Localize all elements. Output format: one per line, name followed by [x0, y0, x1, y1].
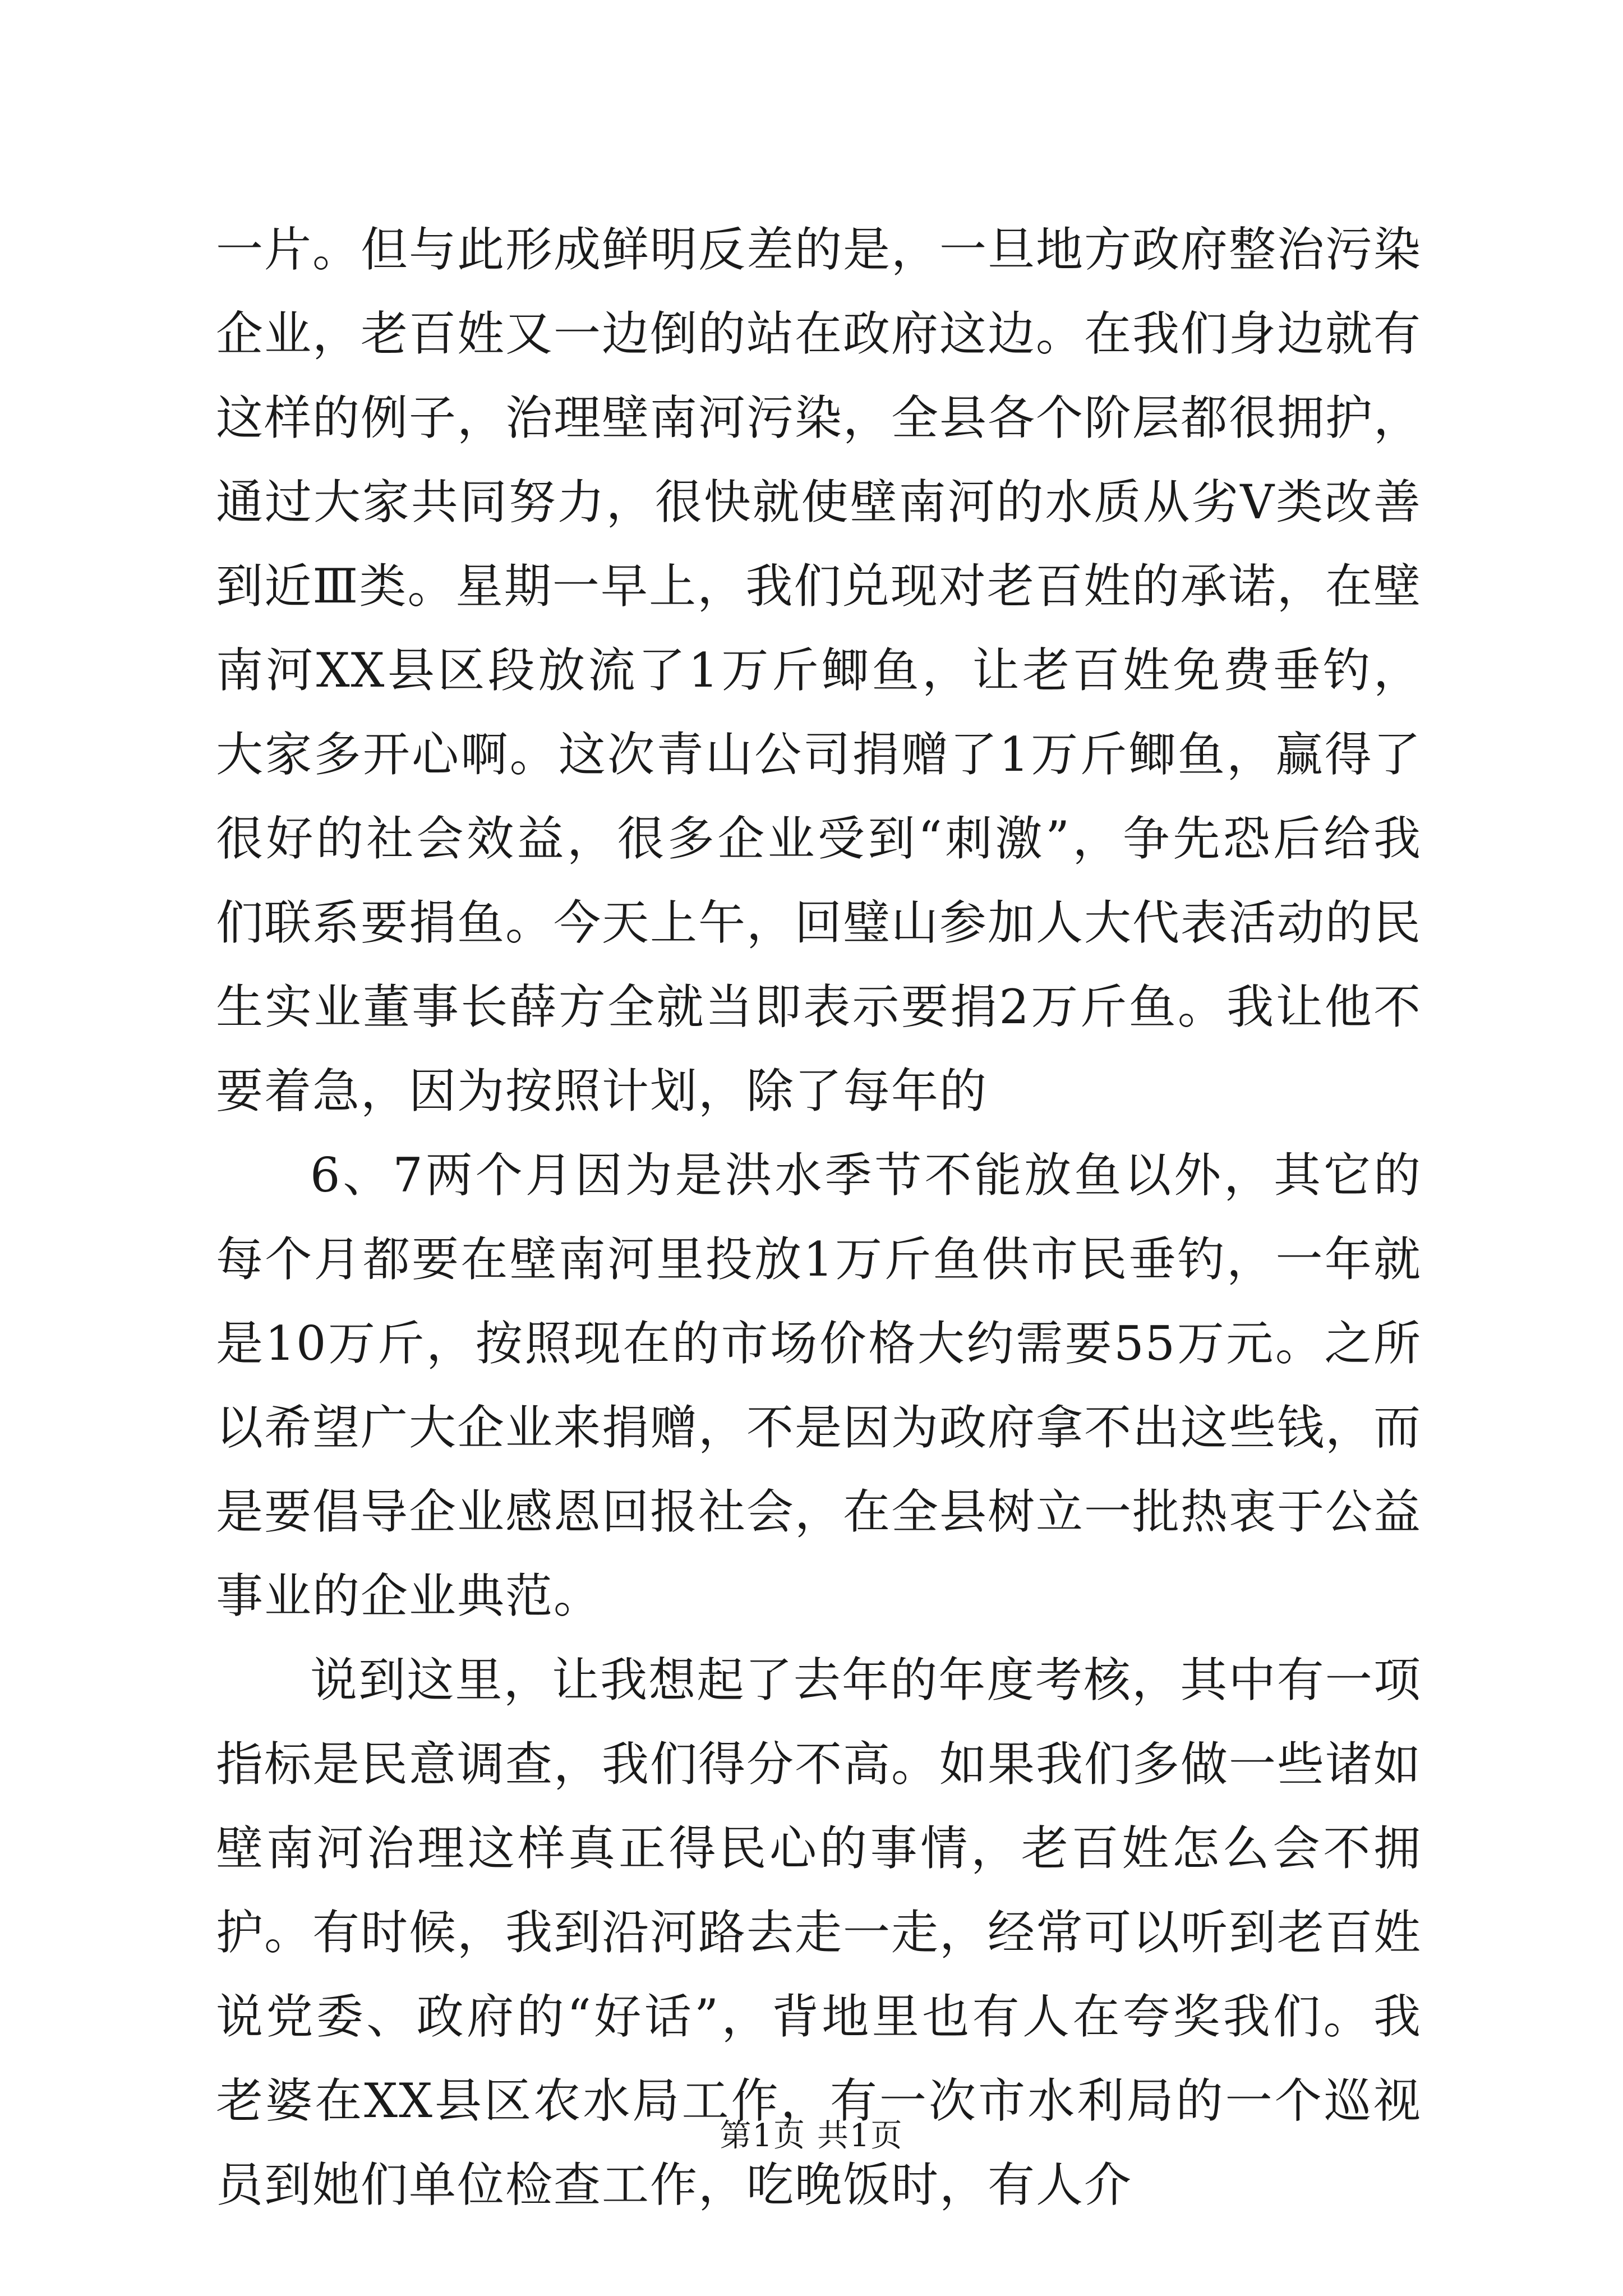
page-footer [0, 2114, 1623, 2159]
paragraph-2: 6、7两个月因为是洪水季节不能放鱼以外，其它的每个月都要在壁南河里投放1万斤鱼供市民垂钓，一年就是10万斤，按照现在的市场价格大约需要55万元。之所以希望广大企业来捐赠，不是因为政府拿不出这些钱，而是要倡导企业感恩回报社会，在全县树立一批热衷于公益事业的企业典范。 [216, 1148, 1422, 1623]
page-number-label: 第1页 共1页 [720, 2118, 903, 2154]
document-body [216, 208, 1422, 2227]
paragraph-1: 一片。但与此形成鲜明反差的是，一旦地方政府整治污染企业，老百姓又一边倒的站在政府这边。在我们身边就有这样的例子，治理壁南河污染，全县各个阶层都很拥护，通过大家共同努力，很快就使壁南河的水质从劣Ⅴ类改善到近Ⅲ类。星期一早上，我们兑现对老百姓的承诺，在壁南河XX县区段放流了1万斤鲫鱼，让老百姓免费垂钓，大家多开心啊。这次青山公司捐赠了1万斤鲫鱼，赢得了很好的社会效益，很多企业受到“刺激”，争先恐后给我们联系要捐鱼。今天上午，回璧山参加人大代表活动的民生实业董事长薛方全就当即表示要捐2万斤鱼。我让他不要着急，因为按照计划，除了每年的 [216, 222, 1422, 1119]
paragraph-3: 说到这里，让我想起了去年的年度考核，其中有一项指标是民意调查，我们得分不高。如果我们多做一些诸如壁南河治理这样真正得民心的事情，老百姓怎么会不拥护。有时候，我到沿河路去走一走，经常可以听到老百姓说党委、政府的“好话”，背地里也有人在夸奖我们。我老婆在XX县区农水局工作，有一次市水利局的一个巡视员到她们单位检查工作，吃晚饭时，有人介 [216, 1653, 1422, 2212]
